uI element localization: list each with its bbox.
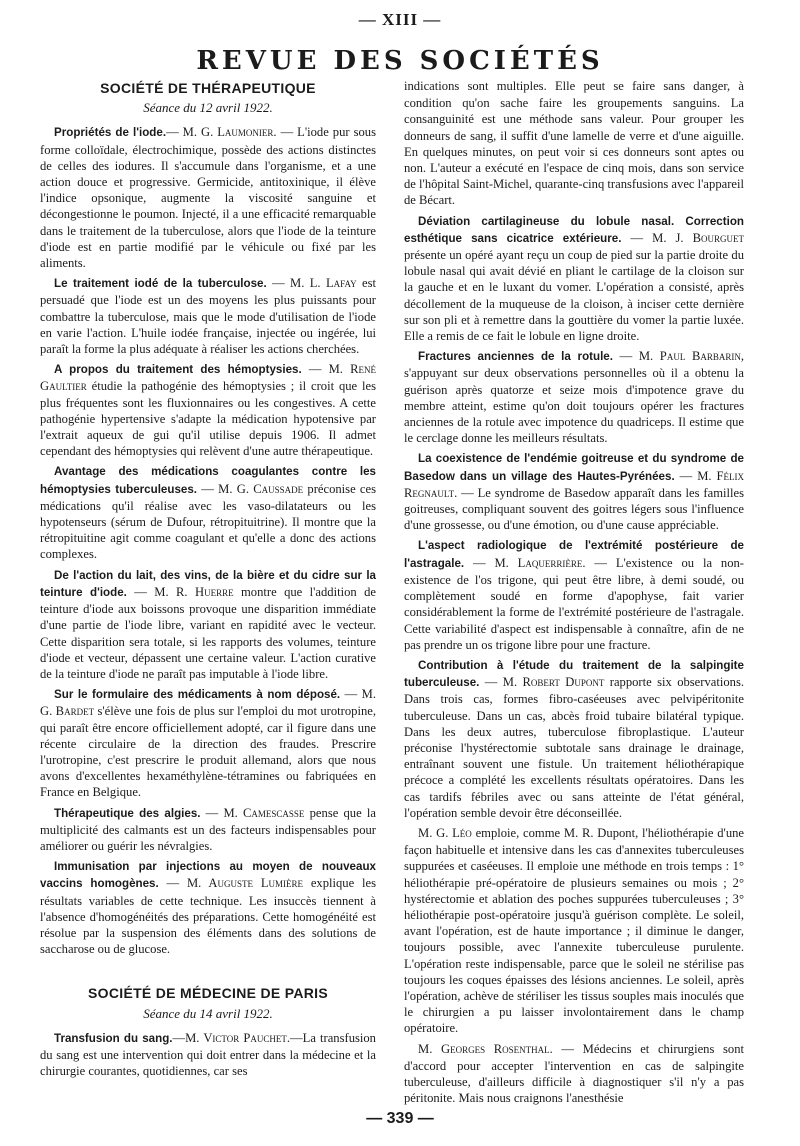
article-paragraph <box>404 825 744 1037</box>
article-paragraph <box>40 124 376 271</box>
article-paragraph <box>404 537 744 652</box>
article-paragraph <box>404 348 744 446</box>
article-author: — M. Paul Barbarin, <box>612 349 744 364</box>
article-text: préconise ces médications qu'il réalise avec les vaso-dilatateurs ou les hypotenseurs (sérum de Dufour, rétropituitrine). Il montre que la rétropituitine agit comme coagulant et qu'elle a donc des actions complexes. <box>40 481 376 562</box>
article-paragraph <box>40 686 376 800</box>
article-text: L'iode pur sous forme colloïdale, électrochimique, possède des actions distinctes de celles des iodures. Il s'accumule dans l'organisme, et a une action douce et progressive. Germicide, antitoxinique, il élève l'indice opsonique, augmente la viscosité sanguine et décongestionne le poumon. Injecté, il a une efficacité remarquable dans le traitement de la tuberculose, alors que l'iode de la teinture d'iode est en partie modifié par le véhicule ou fixé par les aliments. <box>40 125 376 271</box>
article-author: — M. R. Huerre <box>126 584 234 599</box>
right-column <box>404 78 744 1110</box>
article-author: — M. G. Caussade <box>197 481 304 496</box>
article-text: étudie la pathogénie des hémoptysies ; il croit que les plus fréquentes sont les fluxionnaires ou les congestives. A cette pathogénie hypertensive s'adapte la médication hypotensive par l'extrait aqueux de gui qu'il utilise depuis 1906. Il admet cependant des hémoptysies qui relèvent d'une autre thérapeutique. <box>40 379 376 459</box>
article-author: — M. Laquerrière. <box>464 555 586 570</box>
article-heading: Sur le formulaire des médicaments à nom déposé. <box>54 688 341 702</box>
article-text: pense que la multiplicité des calmants est un des facteurs indispensables pour améliorer ou guérir les névralgies. <box>40 805 376 853</box>
article-paragraph <box>40 463 376 562</box>
article-text: — L'existence ou la non-existence de l'os trigone, qui peut être libre, à demi soudé, ou complètement soudé en forme d'apophyse, fait varier considérablement la forme de l'extrémité postérieure de l'astragale. Cette variabilité d'aspect est indispensable à connaître, afin de ne pas prendre un os trigone libre pour une fracture. <box>404 555 744 652</box>
article-author: —M. Victor Pauchet. <box>172 1030 291 1045</box>
page-number: — 339 — <box>366 1110 434 1127</box>
page-banner-title: REVUE DES SOCIÉTÉS <box>196 46 604 76</box>
article-text: s'élève une fois de plus sur l'emploi du mot urotropine, qui paraît être encore officiellement adopté, car il figure dans une récente circulaire de la direction des fraudes. Prescrire l'urotropine, c'est prescrire le produit allemand, alors que nous avons d'excellentes hexaméthylène-tétramines ou fabriquées en France en Belgique. <box>40 704 376 800</box>
section-title-therapeutique: SOCIÉTÉ DE THÉRAPEUTIQUE <box>100 80 316 96</box>
article-heading: Déviation cartilagineuse du lobule nasal. Correction esthétique sans cicatrice extérieure. <box>404 214 744 245</box>
article-author: — M. G. Bardet <box>40 687 376 719</box>
article-author: — M. Félix Regnault. <box>404 468 744 500</box>
section-session-date: Séance du 12 avril 1922. <box>143 100 273 116</box>
article-heading: Contribution à l'étude du traitement de la salpingite tuberculeuse. <box>404 658 744 690</box>
article-paragraph <box>404 78 744 209</box>
article-text: montre que l'addition de teinture d'iode aux boissons provoque une disparition immédiate d'une partie de l'iode libre, variant en rapidité avec le vecteur. Cette disparition sera totale, si les rapports des volumes, teinture d'iode et vecteur, dépassent une certaine valeur. L'action curative de la teinture d'iode ne paraît pas imputable à l'iode libre. <box>40 584 376 681</box>
section-title-medecine: SOCIÉTÉ DE MÉDECINE DE PARIS <box>88 985 328 1002</box>
article-heading: Propriétés de l'iode. <box>54 126 167 140</box>
article-paragraph <box>404 450 744 533</box>
article-paragraph <box>40 361 376 459</box>
article-author: — M. Camescasse <box>200 805 305 820</box>
article-heading: Fractures anciennes de la rotule. <box>418 350 613 364</box>
article-heading: Immunisation par injections au moyen de nouveaux vaccins homogènes. <box>40 860 376 891</box>
article-text: explique les résultats variables de cette technique. Les insuccès tiennent à l'absence d'homogénéités des préparations. Cette homogénéité est résolue par la suspension des éléments dans des solutions de saccharose ou de glucose. <box>40 876 377 957</box>
left-column <box>40 78 376 1083</box>
article-text: s'appuyant sur deux observations personnelles où il a obtenu la guérison après quatorze et seize mois d'impotence grave du membre atteint, estime qu'on doit toujours opérer les fractures anciennes de la rotule avec impotence du quadriceps. Il estime que le cerclage donne les meilleurs résultats. <box>404 366 744 446</box>
article-heading: Thérapeutique des algies. <box>54 806 201 820</box>
article-heading: Avantage des médications coagulantes contre les hémoptysies tuberculeuses. <box>40 465 376 496</box>
article-text: est persuadé que l'iode est un des moyens les plus puissants pour combattre la tuberculose, mais que le mode d'utilisation de l'iode en varie l'action. L'huile iodée française, injectée ou ingérée, lui paraît la forme la plus adéquate à réaliser les actions cherchées. <box>40 276 377 357</box>
article-paragraph-transfusion <box>40 1030 376 1080</box>
article-heading: La coexistence de l'endémie goitreuse et du syndrome de Basedow dans un village des Hautes-Pyrénées. <box>404 452 744 483</box>
article-author: — M. G. Laumonier. — <box>166 125 294 140</box>
section-session-date-2: Séance du 14 avril 1922. <box>143 1005 273 1021</box>
article-heading: A propos du traitement des hémoptysies. <box>54 363 302 377</box>
page-roman-numeral: — XIII — <box>358 10 442 29</box>
article-heading: Transfusion du sang. <box>54 1031 173 1045</box>
article-paragraph <box>40 567 376 682</box>
article-author: — M. J. Bourguet <box>621 230 744 245</box>
article-heading: De l'action du lait, des vins, de la bière et du cidre sur la teinture d'iode. <box>40 568 376 599</box>
article-author: — M. René Gaultier <box>40 362 377 394</box>
article-text: indications sont multiples. Elle peut se faire sans danger, à condition qu'on sache faire les groupements sanguins. La consanguinité est une méthode sans valeur. Pour grouper les donneurs de sang, il suffit d'une lamelle de verre et d'une aiguille. En quelques minutes, on peut voir si ces donneurs sont aptes ou non. L'auteur a exécuté en l'espace de cinq mois, dans son service de l'hôpital Saint-Michel, quarante-cinq transfusions avec l'appareil de Bécart. <box>404 79 744 208</box>
article-paragraph <box>404 213 744 345</box>
article-paragraph <box>404 1041 744 1107</box>
article-heading: Le traitement iodé de la tuberculose. <box>54 277 267 291</box>
article-paragraph <box>404 657 744 821</box>
article-author: — M. Robert Dupont <box>479 675 605 690</box>
left-paragraphs <box>40 124 376 957</box>
article-heading: L'aspect radiologique de l'extrémité postérieure de l'astragale. <box>404 539 744 570</box>
article-text: présente un opéré ayant reçu un coup de pied sur la partie droite du lobule nasal qui avait dévié en pliant le cartilage de la cloison sur la gauche et en le luxant du vomer. L'opération a consisté, après décollement de la muqueuse de la cloison, à inciser cette dernière sur son pli et à remettre dans la gouttière du vomer la partie luxée. Elle a remis de ce fait le lobule en ligne droite. <box>404 248 744 344</box>
article-paragraph <box>40 275 376 357</box>
right-paragraphs <box>404 78 744 1106</box>
article-author: M. G. Léo <box>418 825 472 840</box>
article-text: — Le syndrome de Basedow apparaît dans les familles goitreuses, compliquant souvent des goitres légers sous l'influence d'une grossesse, ou d'une émotion, ou d'une cause appréciable. <box>404 485 744 533</box>
article-text: — Médecins et chirurgiens sont d'accord pour accepter l'intervention en cas de salpingite tuberculeuse, d'ailleurs difficile à diagnostiquer s'il n'y a pas péritonite. Mais nous craignons l'anesthésie <box>404 1041 744 1106</box>
article-text: —La transfusion du sang est une intervention qui doit entrer dans la médecine et la chirurgie courantes, quotidiennes, car ses <box>40 1030 376 1079</box>
article-author: — M. L. Lafay <box>266 276 357 291</box>
article-paragraph <box>40 858 376 957</box>
article-paragraph <box>40 805 376 855</box>
article-text: rapporte six observations. Dans trois cas, formes fibro-caséeuses avec pelvipéritonite tuberculeuse. Dans un cas, abcès froid tubaire bilatéral typique. Dans les deux autres, tuberculose fibroplastique. L'auteur préconise l'hystérectomie subtotale sans drainage le drainage, entraînant souvent une fistule. Un traitement héliothérapique précoce a complété les excellents résultats opératoires. Dans les cas tardifs fébriles avec ou sans atteinte de l'état général, l'opération semble devoir être déconseillée. <box>404 675 744 820</box>
article-author: M. Georges Rosenthal. <box>418 1041 553 1056</box>
article-author: — M. Auguste Lumière <box>158 876 304 891</box>
article-text: emploie, comme M. R. Dupont, l'héliothérapie d'une façon habituelle et intensive dans les cas d'annexites tuberculeuses suppurées et caséeuses. Il emploie une méthode en trois temps : 1° héliothérapie pré-opératoire de plusieurs semaines ou mois ; 2° hystérectomie et ablation des poches suppurées tuberculeuses ; 3° héliothérapie post-opératoire jusqu'à guérison complète. Le soleil, avant l'opération, est de haute importance ; il diminue le danger, toujours possible, avec l'annexite tuberculeuse purulente. L'opération reste indispensable, parce que le soleil ne stérilise pas toujours les coques épaisses des lésions anciennes. Le soleil, après l'opération, achève de stériliser les tissus souples mais inoculés que le chirurgien a pu laisser involontairement dans le champ opératoire. <box>404 825 745 1036</box>
